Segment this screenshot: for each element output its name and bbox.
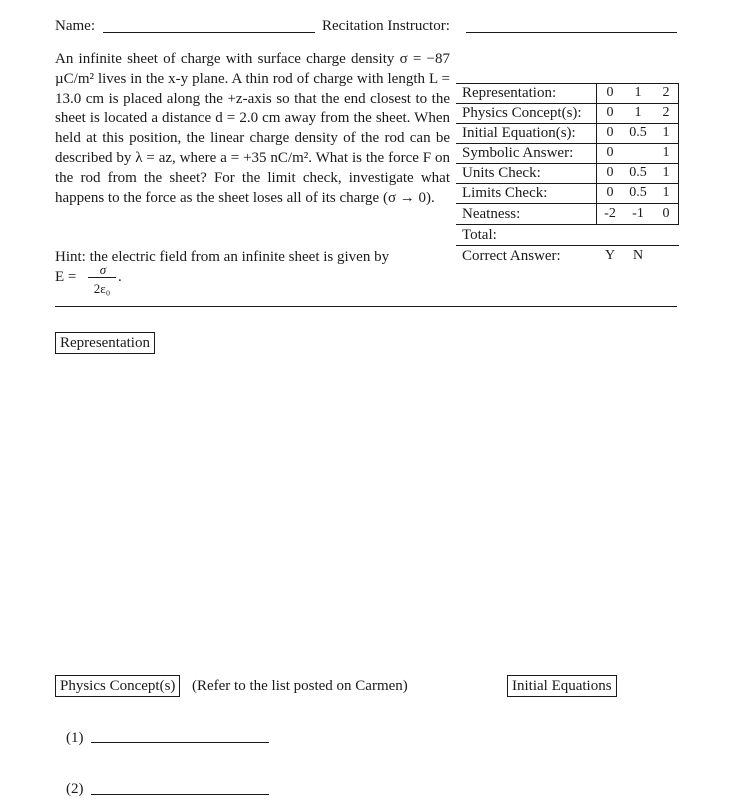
section-separator [55, 306, 677, 307]
rubric-score[interactable]: 0 [606, 125, 614, 140]
rubric-label: Initial Equation(s): [462, 125, 576, 141]
rubric-label: Physics Concept(s): [462, 105, 582, 121]
hint-eq-lhs: E = [55, 269, 77, 285]
hint-text: Hint: the electric field from an infinite sheet is given by [55, 249, 390, 265]
rubric-choice-yes[interactable]: Y [604, 248, 616, 263]
rubric-score[interactable]: 1 [662, 145, 670, 160]
instructor-label: Recitation Instructor: [322, 18, 450, 34]
rubric-score[interactable]: 0 [606, 145, 614, 160]
rubric-row-divider [456, 245, 679, 246]
name-underline[interactable] [103, 32, 315, 33]
rubric-score[interactable]: 1 [634, 105, 642, 120]
rubric-label: Limits Check: [462, 185, 548, 201]
hint-equation [55, 262, 389, 297]
rubric-score[interactable]: 0 [606, 185, 614, 200]
concept-item-1-blank[interactable] [91, 742, 269, 743]
rubric-score[interactable]: 1 [662, 185, 670, 200]
concept-item-2-blank[interactable] [91, 794, 269, 795]
physics-concepts-heading: Physics Concept(s) [55, 675, 180, 697]
rubric-label: Correct Answer: [462, 248, 561, 264]
rubric-label: Representation: [462, 85, 557, 101]
rubric-score[interactable]: 0 [662, 206, 670, 221]
name-label: Name: [55, 18, 95, 34]
hint [55, 248, 389, 297]
hint-eq-numerator: σ [99, 262, 107, 277]
problem-paragraph: An infinite sheet of charge with surface charge density σ = −87 µC/m² lives in the x-y plane. A thin rod of charge with length L = 13.0 cm is placed along the +z-axis so that the end closest to the sheet is located a distance d = 2.0 cm away from the sheet. When held at this position, the linear charge density of the rod can be described by λ = az, where a = +35 nC/m². What is the force F on the rod from the sheet? For the limit check, investigate what happens to the force as the sheet loses all of its charge (σ → 0). [55, 51, 450, 206]
rubric-label: Units Check: [462, 165, 541, 181]
rubric-choice-no[interactable]: N [632, 248, 644, 263]
rubric-score[interactable]: -1 [632, 206, 644, 221]
rubric-row-divider [456, 203, 679, 204]
hint-eq-end: . [118, 269, 122, 285]
concept-item-2-label: (2) [66, 781, 84, 797]
rubric-score[interactable]: 0 [606, 85, 614, 100]
rubric-score[interactable]: 0 [606, 105, 614, 120]
rubric-score[interactable]: 0.5 [629, 185, 647, 200]
rubric-score[interactable]: 2 [662, 85, 670, 100]
rubric-label: Neatness: [462, 206, 521, 222]
rubric-score[interactable]: 0.5 [629, 165, 647, 180]
rubric-score[interactable]: 2 [662, 105, 670, 120]
physics-concepts-note: (Refer to the list posted on Carmen) [192, 678, 408, 694]
hint-eq-fraction-bar [88, 277, 116, 278]
rubric-score[interactable]: 1 [634, 85, 642, 100]
instructor-underline[interactable] [466, 32, 677, 33]
rubric-row-divider [456, 224, 679, 225]
rubric-score[interactable]: 0 [606, 165, 614, 180]
concept-item-1-label: (1) [66, 730, 84, 746]
problem-statement [55, 50, 450, 208]
rubric-score[interactable]: 1 [662, 125, 670, 140]
representation-heading: Representation [55, 332, 155, 354]
hint-eq-denominator: 2ε₀ [93, 281, 111, 296]
rubric-label: Total: [462, 227, 497, 243]
rubric-label: Symbolic Answer: [462, 145, 574, 161]
rubric-score[interactable]: 1 [662, 165, 670, 180]
rubric-score[interactable]: 0.5 [629, 125, 647, 140]
initial-equations-heading: Initial Equations [507, 675, 617, 697]
rubric-score[interactable]: -2 [604, 206, 616, 221]
